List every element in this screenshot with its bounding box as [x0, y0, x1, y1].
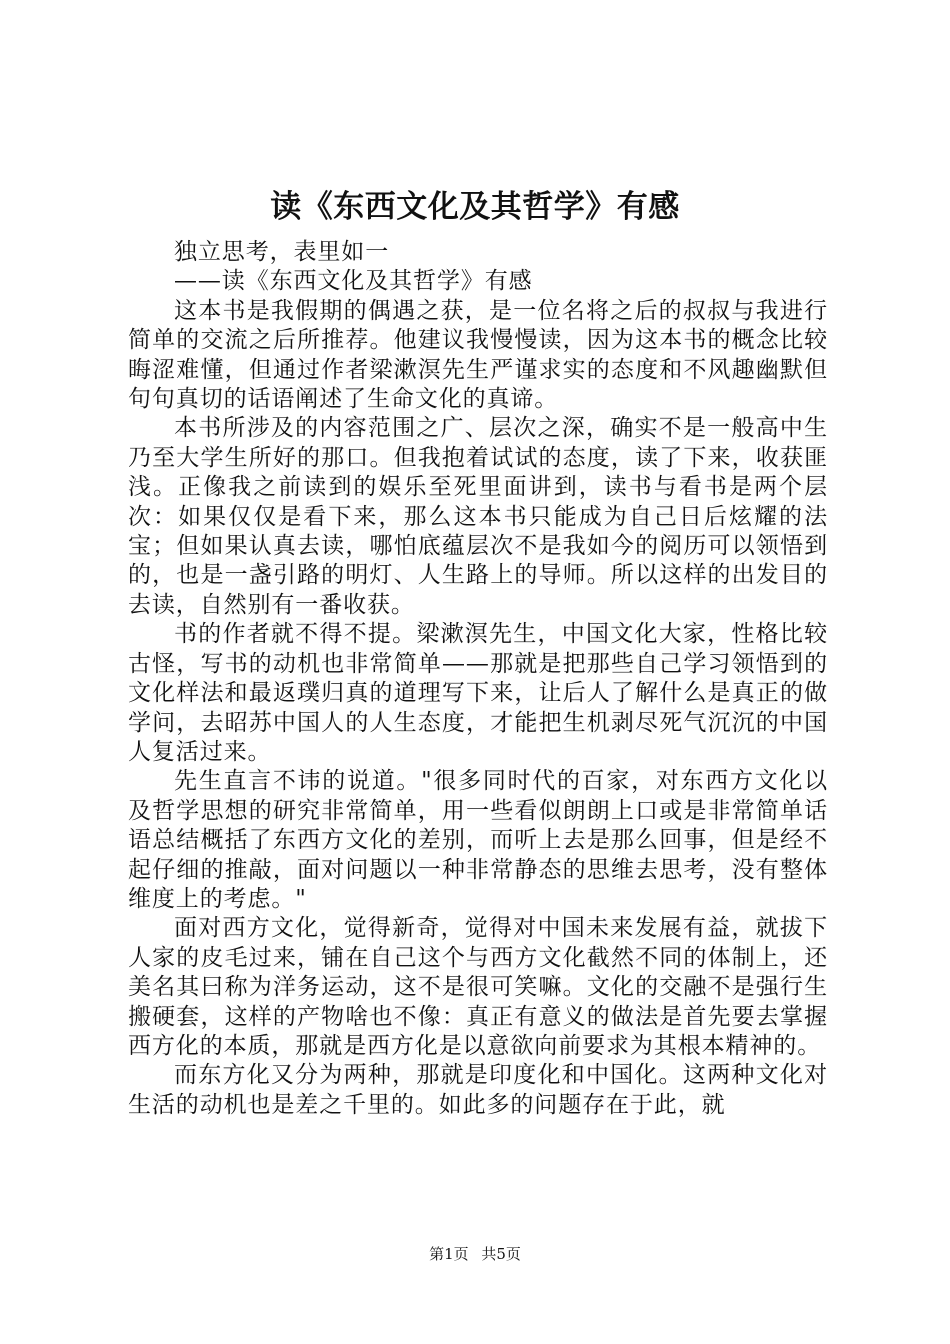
paragraph: 面对西方文化，觉得新奇，觉得对中国未来发展有益，就拔下人家的皮毛过来，铺在自己这个与西方文化截然不同的体制上，还美名其曰称为洋务运动，这不是很可笑嘛。文化的交融不是强行生搬硬套，这样的产物啥也不像：真正有意义的做法是首先要去掌握西方化的本质，那就是西方化是以意欲向前要求为其根本精神的。 — [128, 915, 828, 1059]
document-title: 读《东西文化及其哲学》有感 — [270, 189, 680, 225]
document-body — [128, 238, 828, 1120]
paragraph: 书的作者就不得不提。梁漱溟先生，中国文化大家，性格比较古怪，写书的动机也非常简单——那就是把那些自己学习领悟到的文化样法和最返璞归真的道理写下来，让后人了解什么是真正的做学问，去昭苏中国人的人生态度，才能把生机剥尽死气沉沉的中国人复活过来。 — [128, 621, 828, 765]
paragraph: 而东方化又分为两种，那就是印度化和中国化。这两种文化对生活的动机也是差之千里的。如此多的问题存在于此，就 — [128, 1062, 828, 1118]
paragraph: 先生直言不讳的说道。"很多同时代的百家，对东西方文化以及哲学思想的研究非常简单，用一些看似朗朗上口或是非常简单话语总结概括了东西方文化的差别，而听上去是那么回事，但是经不起仔细的推敲，面对问题以一种非常静态的思维去思考，没有整体维度上的考虑。" — [128, 768, 828, 912]
paragraph-subtitle: 独立思考，表里如一 — [174, 239, 390, 265]
paragraph-subtitle-dash: ——读《东西文化及其哲学》有感 — [174, 268, 533, 295]
page-total: 共5页 — [481, 1245, 521, 1263]
paragraph: 这本书是我假期的偶遇之获，是一位名将之后的叔叔与我进行简单的交流之后所推荐。他建议我慢慢读，因为这本书的概念比较晦涩难懂，但通过作者梁漱溟先生严谨求实的态度和不风趣幽默但句句真切的话语阐述了生命文化的真谛。 — [128, 297, 828, 413]
paragraph: 本书所涉及的内容范围之广、层次之深，确实不是一般高中生乃至大学生所好的那口。但我抱着试试的态度，读了下来，收获匪浅。正像我之前读到的娱乐至死里面讲到，读书与看书是两个层次：如果仅仅是看下来，那么这本书只能成为自己日后炫耀的法宝；但如果认真去读，哪怕底蕴层次不是我如今的阅历可以领悟到的，也是一盏引路的明灯、人生路上的导师。所以这样的出发目的去读，自然别有一番收获。 — [128, 415, 828, 618]
page-number: 第1页 — [429, 1245, 469, 1263]
page-footer — [0, 1244, 950, 1264]
